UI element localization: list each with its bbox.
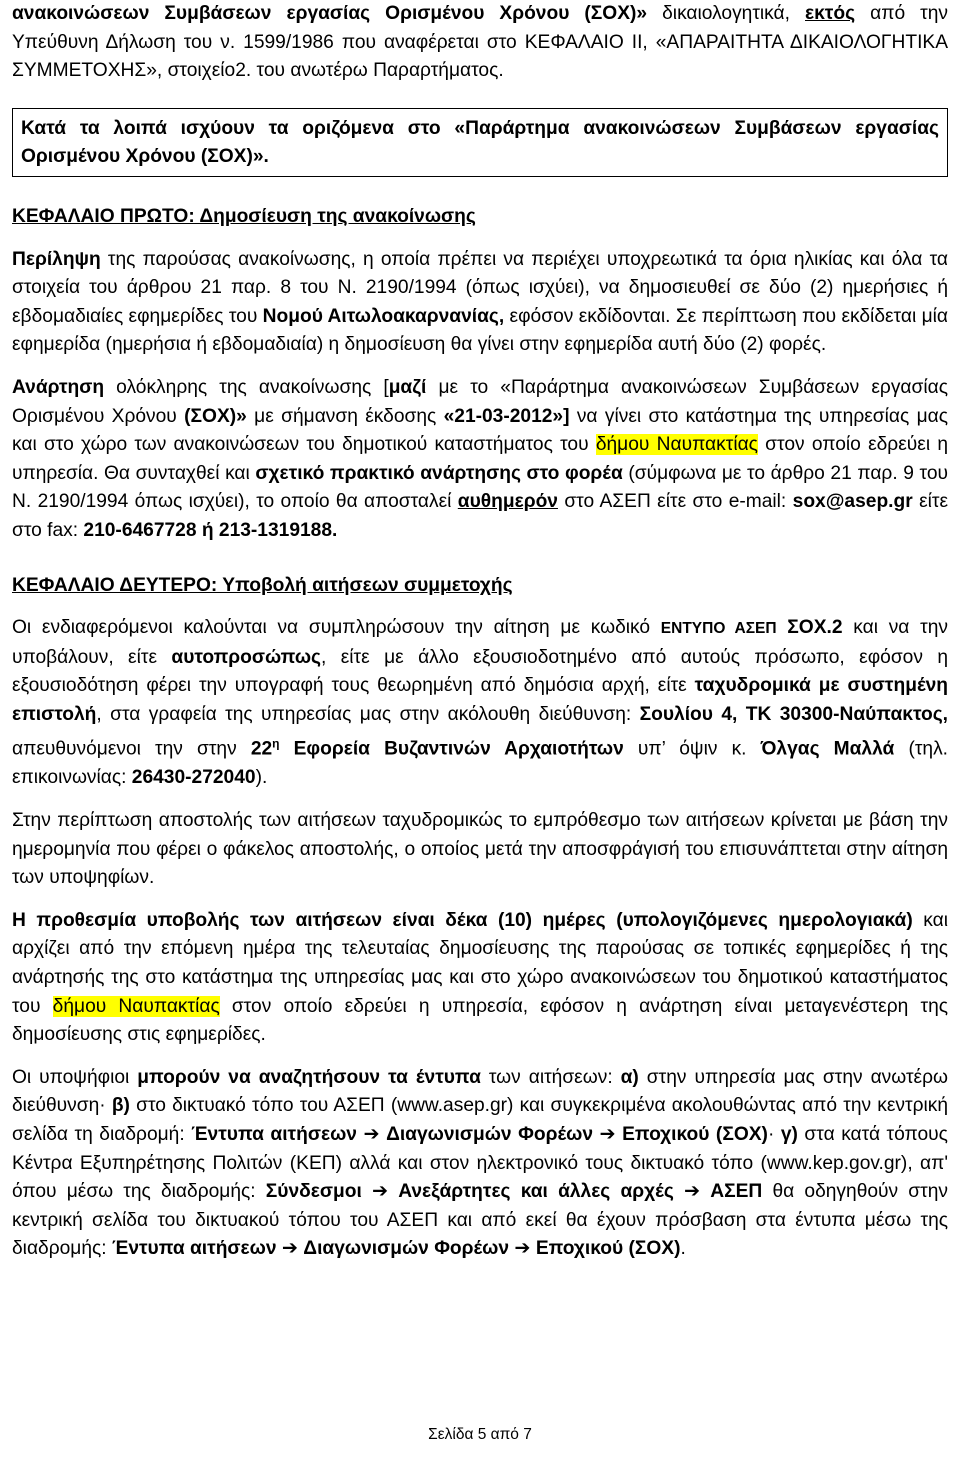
chapter2-heading: ΚΕΦΑΛΑΙΟ ΔΕΥΤΕΡΟ: Υποβολή αιτήσεων συμμετοχής <box>12 574 513 596</box>
arrow-icon: ➔ <box>599 1123 616 1145</box>
arrow-icon: ➔ <box>684 1181 701 1203</box>
arrow-icon: ➔ <box>514 1238 531 1260</box>
chapter1-paragraph-summary: Περίληψη της παρούσας ανακοίνωσης, η οποία πρέπει να περιέχει υποχρεωτικά τα όρια ηλικίας και όλα τα στοιχεία του άρθρου 21 παρ. 8 του Ν. 2190/1994 (όπως ισχύει), να δημοσιευθεί σε δύο (2) ημερήσιες ή εβδομαδιαίες εφημερίδες του Νομού Αιτωλοακαρνανίας, εφόσον εκδίδονται. Σε περίπτωση που εκδίδεται μία εφημερίδα (ημερήσια ή εβδομαδιαία) η δημοσίευση θα γίνει στην εφημερίδα αυτή δύο (2) φορές. <box>12 248 948 356</box>
email-link[interactable]: sox@asep.gr <box>792 491 913 513</box>
highlight-municipality: δήμου Ναυπακτίας <box>595 434 758 456</box>
intro-bold: ανακοινώσεων Συμβάσεων εργασίας Ορισμένου Χρόνου (ΣΟΧ)» <box>12 3 648 24</box>
chapter1-heading: ΚΕΦΑΛΑΙΟ ΠΡΩΤΟ: Δημοσίευση της ανακοίνωσης <box>12 205 476 227</box>
chapter2-paragraph-application: Οι ενδιαφερόμενοι καλούνται να συμπληρώσουν την αίτηση με κωδικό ΕΝΤΥΠΟ ΑΣΕΠ ΣΟΧ.2 και να την υποβάλουν, είτε αυτοπροσώπως, είτε με άλλο εξουσιοδοτημένο από αυτούς πρόσωπο, εφόσον η εξουσιοδότηση φέρει την υπογραφή τους θεωρημένη από δημόσια αρχή, είτε ταχυδρομικά με συστημένη επιστολή, στα γραφεία της υπηρεσίας μας στην ακόλουθη διεύθυνση: Σουλίου 4, ΤΚ 30300-Ναύπακτος, απευθυνόμενοι την στην $22^\eta$ Εφορεία Βυζαντινών Αρχαιοτήτων υπ’ όψιν κ. Όλγας Μαλλά (τηλ. επικοινωνίας: 26430-272040). <box>12 617 949 789</box>
intro-except: εκτός <box>805 3 856 24</box>
arrow-icon: ➔ <box>363 1123 380 1145</box>
chapter1-paragraph-posting: Ανάρτηση ολόκληρης της ανακοίνωσης [μαζί με το «Παράρτημα ανακοινώσεων Συμβάσεων εργασίας Ορισμένου Χρόνου (ΣΟΧ)» με σήμανση έκδοσης «21-03-2012»] να γίνει στο κατάστημα της υπηρεσίας μας και στο χώρο των ανακοινώσεων του δημοτικού καταστήματος του δήμου Ναυπακτίας στον οποίο εδρεύει η υπηρεσία. Θα συνταχθεί και σχετικό πρακτικό ανάρτησης στο φορέα (σύμφωνα με το άρθρο 21 παρ. 9 του Ν. 2190/1994 όπως ισχύει), το οποίο θα αποσταλεί αυθημερόν στο ΑΣΕΠ είτε στο e-mail: sox@asep.gr είτε στο fax: 210-6467728 ή 213-1319188. <box>12 376 949 541</box>
arrow-icon: ➔ <box>281 1238 298 1260</box>
note-box-text: Κατά τα λοιπά ισχύουν τα οριζόμενα στο «Παράρτημα ανακοινώσεων Συμβάσεων εργασίας Ορισμένου Χρόνου (ΣΟΧ)». <box>21 117 939 168</box>
intro-paragraph: ανακοινώσεων Συμβάσεων εργασίας Ορισμένου Χρόνου (ΣΟΧ)» δικαιολογητικά, εκτός από την Υπεύθυνη Δήλωση του ν. 1599/1986 που αναφέρεται στο ΚΕΦΑΛΑΙΟ ΙΙ, «ΑΠΑΡΑΙΤΗΤΑ ΔΙΚΑΙΟΛΟΓΗΤΙΚΑ ΣΥΜΜΕΤΟΧΗΣ», στοιχείο2. του ανωτέρω Παραρτήματος. <box>12 3 948 82</box>
page-footer: Σελίδα 5 από 7 <box>428 1426 532 1443</box>
note-box <box>12 108 948 177</box>
highlight-municipality-2: δήμου Ναυπακτίας <box>52 995 220 1017</box>
chapter2-paragraph-forms: Οι υποψήφιοι μπορούν να αναζητήσουν τα έντυπα των αιτήσεων: α) στην υπηρεσία μας στην ανωτέρω διεύθυνση· β) στο δικτυακό τόπο του ΑΣΕΠ (www.asep.gr) και συγκεκριμένα ακολουθώντας από την κεντρική σελίδα τη διαδρομή: Έντυπα αιτήσεων ➔ Διαγωνισμών Φορέων ➔ Εποχικού (ΣΟΧ)· γ) στα κατά τόπους Κέντρα Εξυπηρέτησης Πολιτών (ΚΕΠ) αλλά και στον ηλεκτρονικό τους δικτυακό τόπο (www.kep.gov.gr), απ' όπου μέσω της διαδρομής: Σύνδεσμοι ➔ Ανεξάρτητες και άλλες αρχές ➔ ΑΣΕΠ θα οδηγηθούν στην κεντρική σελίδα του δικτυακού τόπου του ΑΣΕΠ και από εκεί θα έχουν πρόσβαση στα έντυπα μέσω της διαδρομής: Έντυπα αιτήσεων ➔ Διαγωνισμών Φορέων ➔ Εποχικού (ΣΟΧ). <box>12 1066 949 1260</box>
chapter2-paragraph-postal: Στην περίπτωση αποστολής των αιτήσεων ταχυδρομικώς το εμπρόθεσμο των αιτήσεων κρίνεται με βάση την ημερομηνία που φέρει ο φάκελος αποστολής, ο οποίος μετά την αποσφράγισή του επισυνάπτεται στην αίτηση των υποψηφίων. <box>12 810 948 889</box>
arrow-icon: ➔ <box>371 1181 389 1203</box>
chapter2-paragraph-deadline: Η προθεσμία υποβολής των αιτήσεων είναι δέκα (10) ημέρες (υπολογιζόμενες ημερολογιακά) και αρχίζει από την επόμενη ημέρα της τελευταίας δημοσίευσης της παρούσας σε τοπικές εφημερίδες ή της ανάρτησής της στο κατάστημα της υπηρεσίας μας και στο χώρο ανακοινώσεων του δημοτικού καταστήματος του δήμου Ναυπακτίας στον οποίο εδρεύει η υπηρεσία, εφόσον η ανάρτηση είναι μεταγενέστερη της δημοσίευσης στις εφημερίδες. <box>12 909 949 1046</box>
document-page <box>12 0 948 1264</box>
